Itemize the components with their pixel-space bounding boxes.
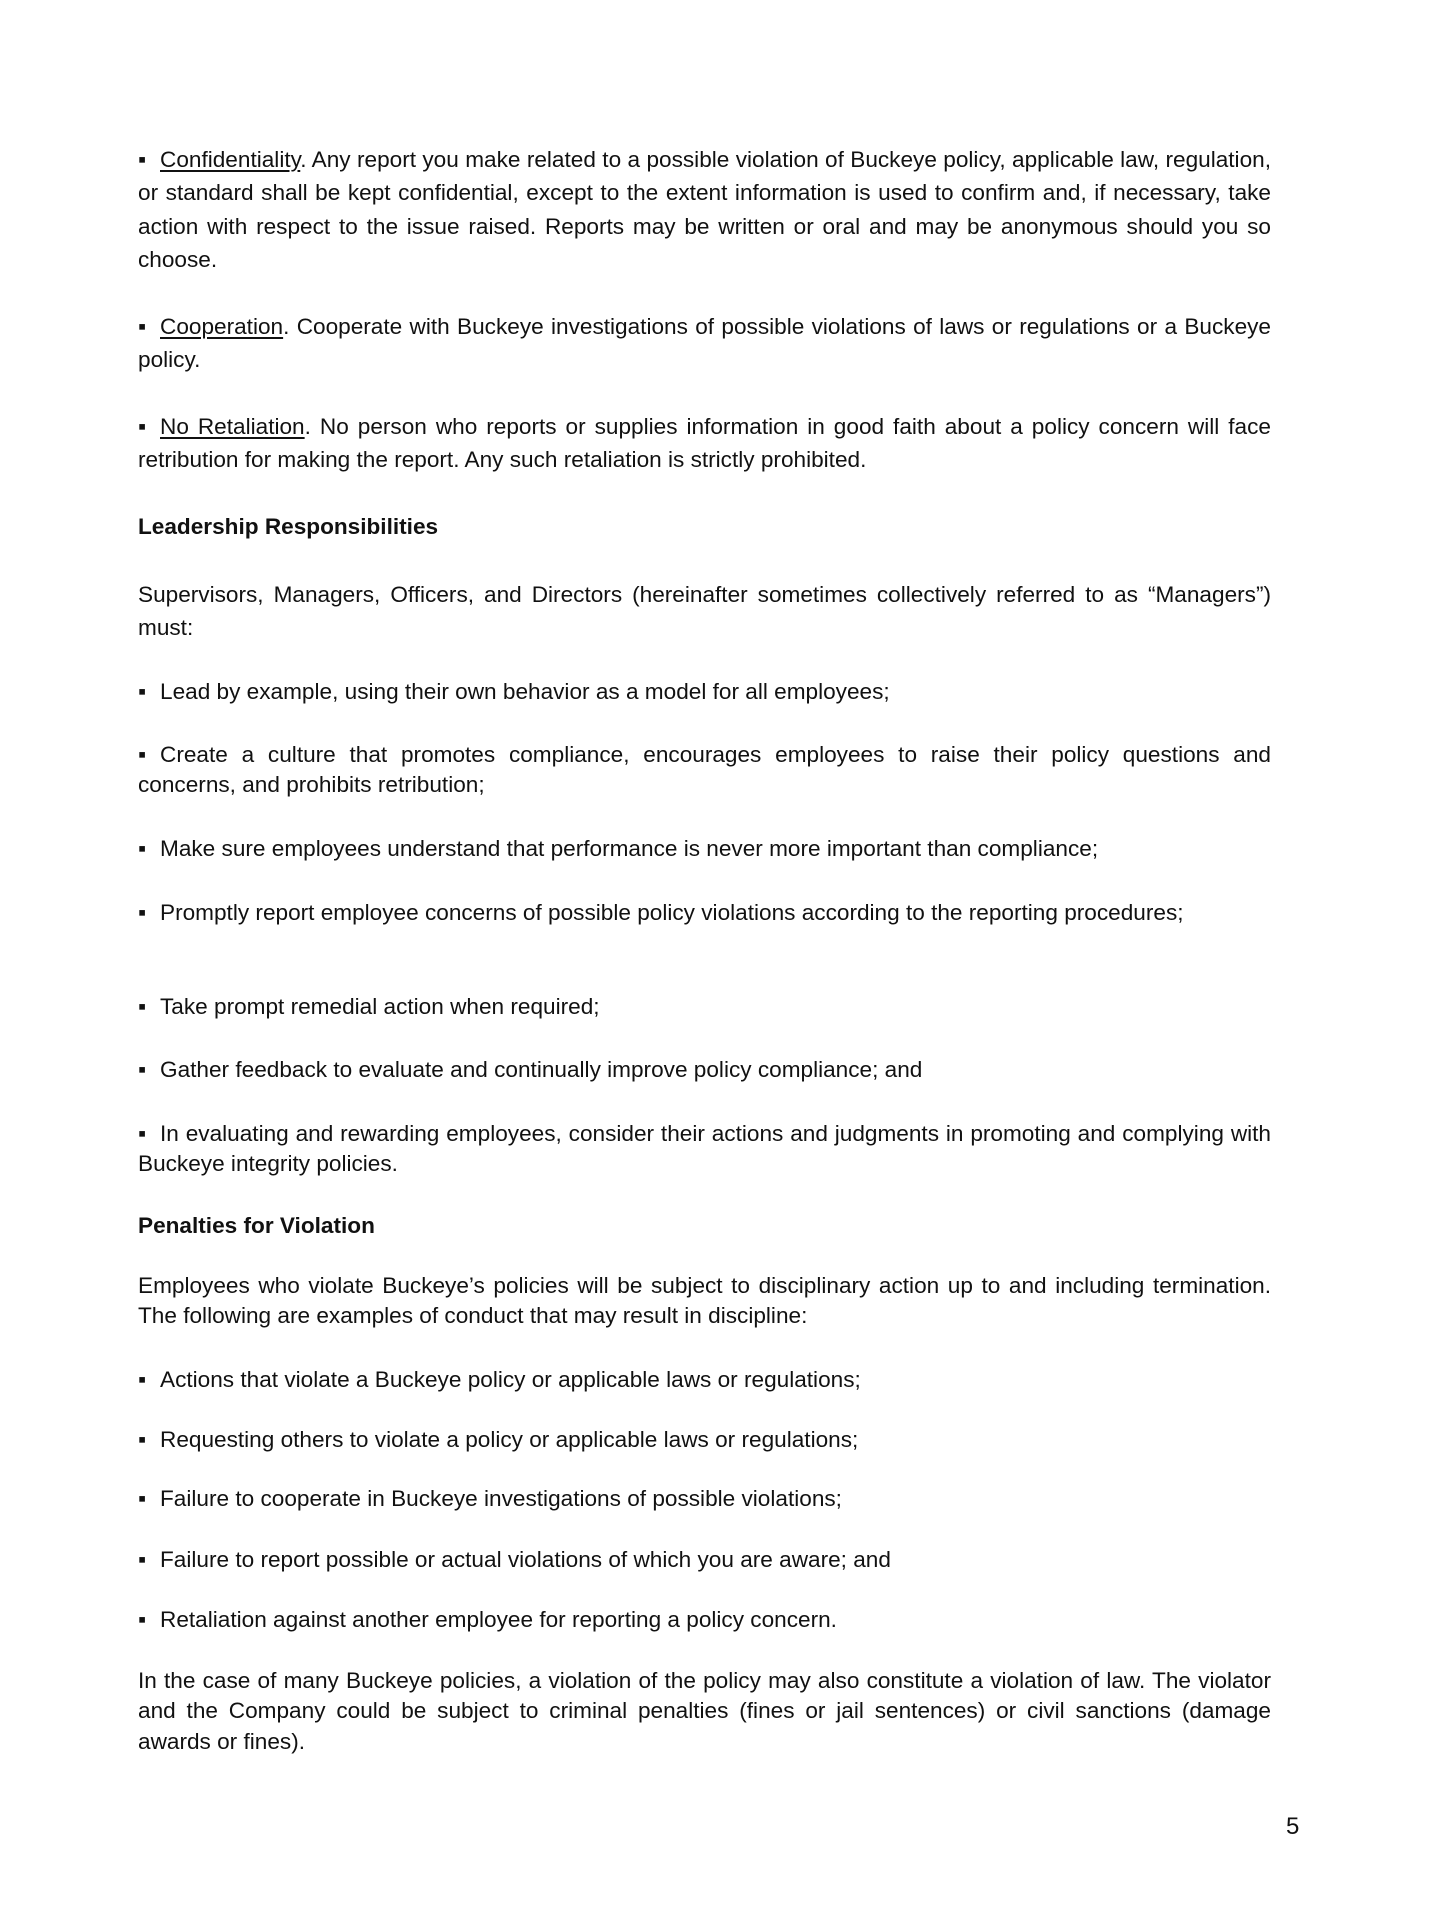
leadership-item: ▪ Take prompt remedial action when required; — [138, 992, 1271, 1022]
bullet-term: No Retaliation — [160, 414, 305, 439]
bullet-icon: ▪ — [138, 1486, 147, 1511]
bullet-icon: ▪ — [138, 679, 147, 704]
bullet-icon: ▪ — [138, 414, 147, 439]
bullet-icon: ▪ — [138, 1607, 147, 1632]
bullet-icon: ▪ — [138, 1547, 147, 1572]
bullet-icon: ▪ — [138, 314, 147, 339]
bullet-icon: ▪ — [138, 1427, 147, 1452]
no-retaliation-bullet — [138, 410, 1271, 477]
penalties-heading: Penalties for Violation — [138, 1213, 375, 1238]
leadership-item: ▪ Create a culture that promotes compliance, encourages employees to raise their policy questions and concerns, and prohibits retribution; — [138, 742, 1271, 798]
penalty-item: ▪ Failure to report possible or actual violations of which you are aware; and — [138, 1545, 1271, 1575]
leadership-heading: Leadership Responsibilities — [138, 514, 439, 539]
penalty-item: ▪ Actions that violate a Buckeye policy or applicable laws or regulations; — [138, 1365, 1271, 1395]
bullet-icon: ▪ — [138, 1121, 147, 1146]
leadership-item: ▪ Make sure employees understand that performance is never more important than compliance; — [138, 834, 1271, 864]
page-number: 5 — [1286, 1813, 1300, 1840]
bullet-icon: ▪ — [138, 1367, 147, 1392]
bullet-icon: ▪ — [138, 147, 147, 172]
bullet-text: . Any report you make related to a possible violation of Buckeye policy, applicable law, regulation, or standard shall be kept confidential, except to the extent information is used to confirm and, if necessary, take action with respect to the issue raised. Reports may be written or oral and may be anonymous should you so choose. — [138, 147, 1271, 273]
penalty-item: ▪ Requesting others to violate a policy or applicable laws or regulations; — [138, 1425, 1271, 1455]
penalties-closing: In the case of many Buckeye policies, a violation of the policy may also constitute a violation of law. The violator and the Company could be subject to criminal penalties (fines or jail sentences) or civil sanctions (damage awards or fines). — [138, 1668, 1271, 1754]
bullet-icon: ▪ — [138, 742, 147, 767]
bullet-term: Cooperation — [160, 314, 284, 339]
penalties-intro: Employees who violate Buckeye’s policies will be subject to disciplinary action up to and including termination. The following are examples of conduct that may result in discipline: — [138, 1273, 1271, 1329]
penalty-item: ▪ Failure to cooperate in Buckeye investigations of possible violations; — [138, 1484, 1271, 1514]
penalty-item: ▪ Retaliation against another employee for reporting a policy concern. — [138, 1605, 1271, 1635]
bullet-icon: ▪ — [138, 994, 147, 1019]
bullet-text: . No person who reports or supplies information in good faith about a policy concern will face retribution for making the report. Any such retaliation is strictly prohibited. — [138, 414, 1271, 473]
bullet-term: Confidentiality — [160, 147, 301, 172]
bullet-icon: ▪ — [138, 836, 147, 861]
leadership-item: ▪ In evaluating and rewarding employees, consider their actions and judgments in promoting and complying with Buckeye integrity policies. — [138, 1121, 1271, 1177]
bullet-icon: ▪ — [138, 1057, 147, 1082]
leadership-item: ▪ Promptly report employee concerns of possible policy violations according to the reporting procedures; — [138, 898, 1271, 928]
cooperation-bullet — [138, 310, 1271, 377]
leadership-intro: Supervisors, Managers, Officers, and Directors (hereinafter sometimes collectively referred to as “Managers”) must: — [138, 582, 1271, 641]
bullet-text: . Cooperate with Buckeye investigations of possible violations of laws or regulations or a Buckeye policy. — [138, 314, 1271, 373]
leadership-item: ▪ Gather feedback to evaluate and continually improve policy compliance; and — [138, 1055, 1271, 1085]
bullet-icon: ▪ — [138, 900, 147, 925]
confidentiality-bullet — [138, 143, 1271, 277]
leadership-item: ▪ Lead by example, using their own behavior as a model for all employees; — [138, 677, 1271, 707]
